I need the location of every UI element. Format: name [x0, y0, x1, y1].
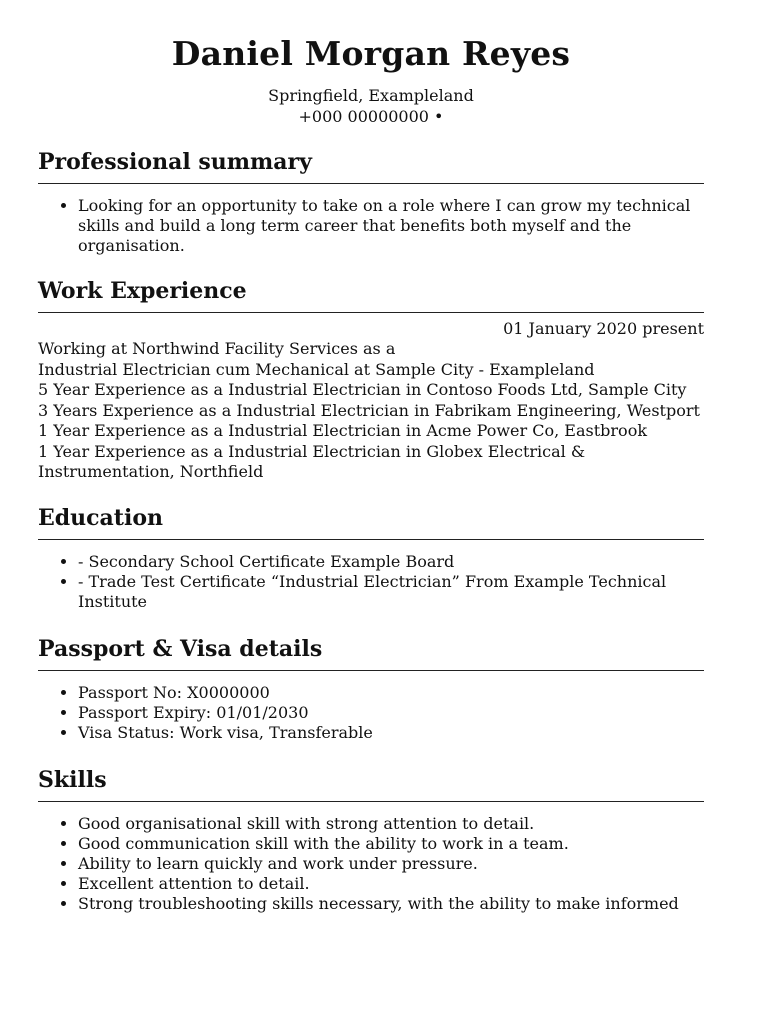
- skill-item: • Excellent attention to detail.: [78, 874, 704, 894]
- skill-item: • Good communication skill with the ability to work in a team.: [78, 834, 704, 854]
- passport-item: • Passport Expiry: 01/01/2030: [78, 703, 704, 723]
- summary-list: [38, 196, 704, 256]
- passport-list: [38, 683, 704, 743]
- skills-heading: Skills: [38, 767, 704, 802]
- candidate-name: Daniel Morgan Reyes: [171, 34, 571, 73]
- education-item: • - Secondary School Certificate Example Board: [78, 552, 704, 572]
- experience-line: Industrial Electrician cum Mechanical at Sample City - Exampleland: [38, 359, 595, 379]
- summary-item: • Looking for an opportunity to take on a role where I can grow my technical skills and build a long term career that benefits both myself and the organisation.: [78, 196, 704, 256]
- experience-line: 1 Year Experience as a Industrial Electrician in Acme Power Co, Eastbrook: [38, 421, 648, 440]
- experience-line: 3 Years Experience as a Industrial Electrician in Fabrikam Engineering, Westport: [38, 400, 700, 420]
- skill-item: • Good organisational skill with strong attention to detail.: [78, 814, 704, 834]
- contact-text: +000 00000000 •: [298, 107, 444, 126]
- skill-item: • Strong troubleshooting skills necessary, with the ability to make informed: [78, 894, 704, 914]
- experience-line: 1 Year Experience as a Industrial Electrician in Globex Electrical & Instrumentation, Northfield: [38, 441, 586, 481]
- experience-line: Working at Northwind Facility Services as a: [38, 339, 396, 358]
- experience-date: 01 January 2020 present: [503, 319, 704, 338]
- education-item: • - Trade Test Certificate “Industrial Electrician” From Example Technical Institute: [78, 572, 704, 612]
- education-heading: Education: [38, 505, 704, 540]
- summary-heading: Professional summary: [38, 149, 704, 184]
- experience-block: [38, 339, 704, 483]
- skill-item: • Ability to learn quickly and work under pressure.: [78, 854, 704, 874]
- experience-line: 5 Year Experience as a Industrial Electrician in Contoso Foods Ltd, Sample City: [38, 380, 687, 399]
- passport-item: • Visa Status: Work visa, Transferable: [78, 723, 704, 743]
- education-list: [38, 552, 704, 612]
- location-text: Springfield, Exampleland: [268, 86, 474, 105]
- passport-item: • Passport No: X0000000: [78, 683, 704, 703]
- passport-heading: Passport & Visa details: [38, 636, 704, 671]
- skills-list: [38, 814, 704, 914]
- experience-heading: Work Experience: [38, 278, 704, 313]
